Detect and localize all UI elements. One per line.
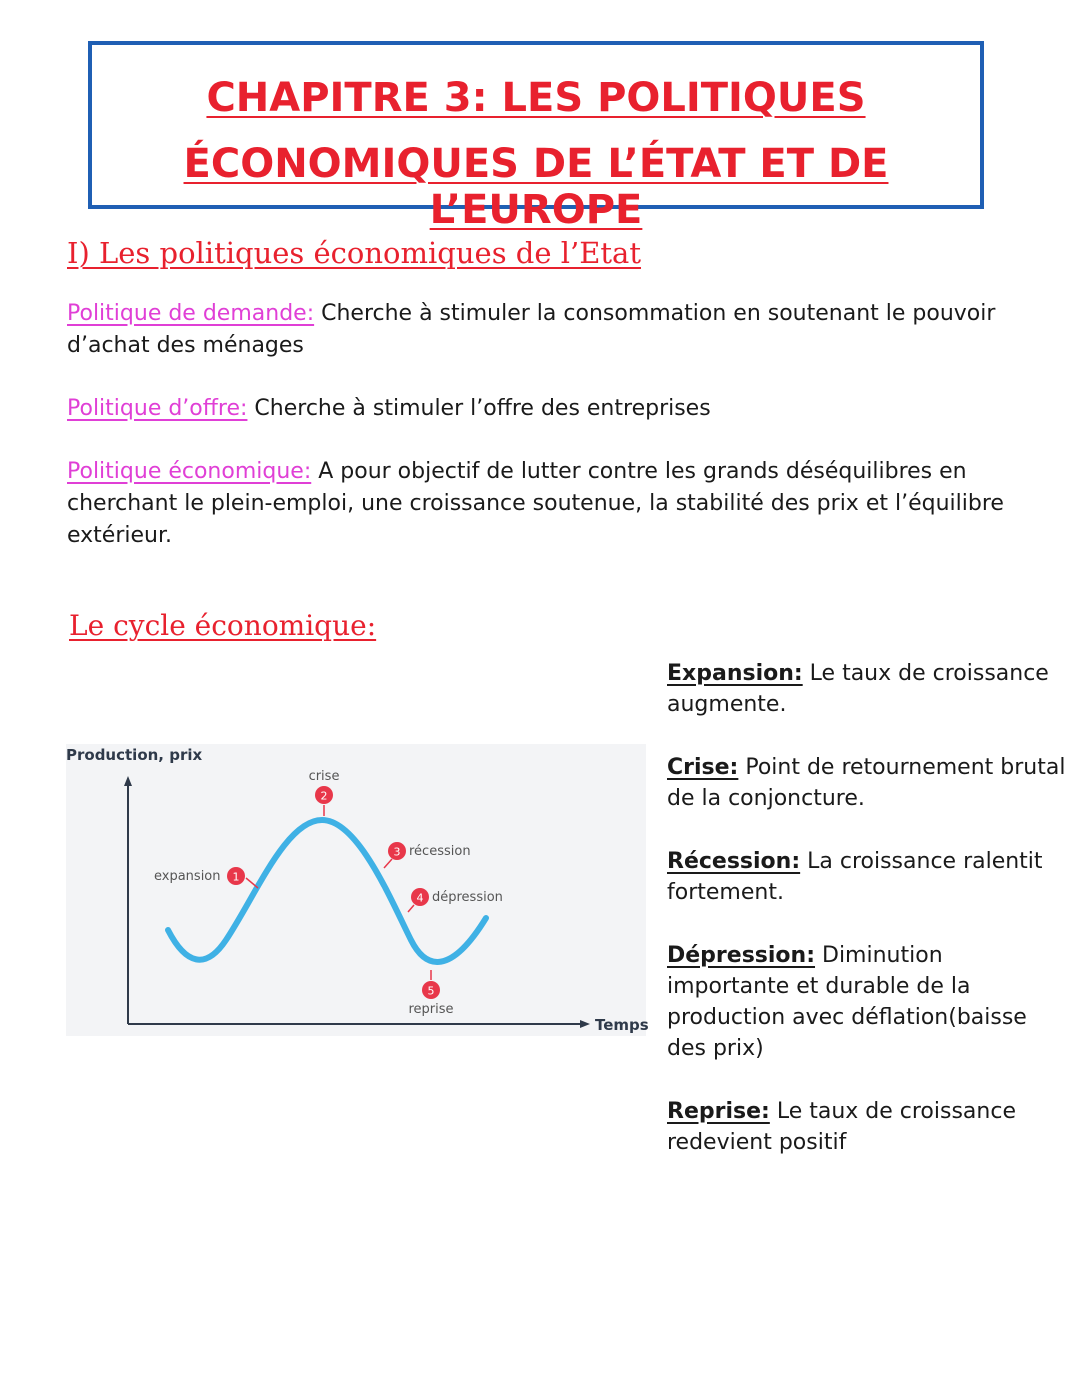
chapter-title-box [88, 41, 984, 233]
phase-depression-label: dépression [432, 890, 503, 905]
definition-demand-policy [67, 298, 1017, 362]
section-title: I) Les politiques économiques de l’Etat [67, 236, 641, 270]
phase-definition-reprise [667, 1096, 1067, 1158]
phase-term: Récession: [667, 849, 801, 874]
phase-text: La croissance ralentit fortement. [667, 849, 1043, 905]
economic-cycle-svg [66, 740, 666, 1040]
cycle-title: Le cycle économique: [69, 609, 377, 642]
phase-text: Le taux de croissance augmente. [667, 661, 1049, 717]
phase-expansion-label: expansion [154, 869, 221, 884]
phase-term: Dépression: [667, 943, 816, 968]
phase-definitions [667, 658, 1067, 1190]
phase-crise-label: crise [308, 769, 340, 784]
phase-definition-depression [667, 940, 1067, 1064]
phase-definition-expansion [667, 658, 1067, 720]
phase-reprise-number: 5 [427, 984, 435, 998]
y-axis-label: Production, prix [66, 746, 203, 764]
definition-text: Cherche à stimuler l’offre des entreprises [247, 396, 711, 421]
phase-definition-crise [667, 752, 1067, 814]
phase-term: Crise: [667, 755, 739, 780]
diagram-background [66, 744, 646, 1036]
chapter-title-line-1: CHAPITRE 3: LES POLITIQUES [206, 75, 866, 121]
phase-term: Reprise: [667, 1099, 770, 1124]
phase-term: Expansion: [667, 661, 803, 686]
chapter-title-line-2: ÉCONOMIQUES DE L’ÉTAT ET DE L’EUROPE [183, 141, 889, 233]
phase-crise-number: 2 [320, 789, 328, 803]
phase-expansion-number: 1 [232, 870, 240, 884]
definition-text: Cherche à stimuler la consommation en soutenant le pouvoir d’achat des ménages [67, 301, 996, 358]
phase-depression-number: 4 [416, 891, 424, 905]
phase-text: Le taux de croissance redevient positif [667, 1099, 1016, 1155]
definition-term: Politique d’offre: [67, 396, 248, 421]
economic-cycle-diagram [66, 740, 666, 1040]
definition-economic-policy [67, 456, 1017, 552]
definition-term: Politique de demande: [67, 301, 315, 326]
definition-supply-policy [67, 393, 1017, 425]
phase-reprise-label: reprise [408, 1002, 454, 1017]
phase-text: Point de retournement brutal de la conjoncture. [667, 755, 1066, 811]
definition-term: Politique économique: [67, 459, 312, 484]
phase-definition-recession [667, 846, 1067, 908]
phase-text: Diminution importante et durable de la production avec déflation(baisse des prix) [667, 943, 1027, 1061]
x-axis-label: Temps [595, 1016, 649, 1034]
phase-recession-number: 3 [393, 845, 401, 859]
definition-text: A pour objectif de lutter contre les grands déséquilibres en cherchant le plein-emploi, une croissance soutenue, la stabilité des prix et l’équilibre extérieur. [67, 459, 1004, 548]
phase-recession-label: récession [409, 844, 471, 859]
